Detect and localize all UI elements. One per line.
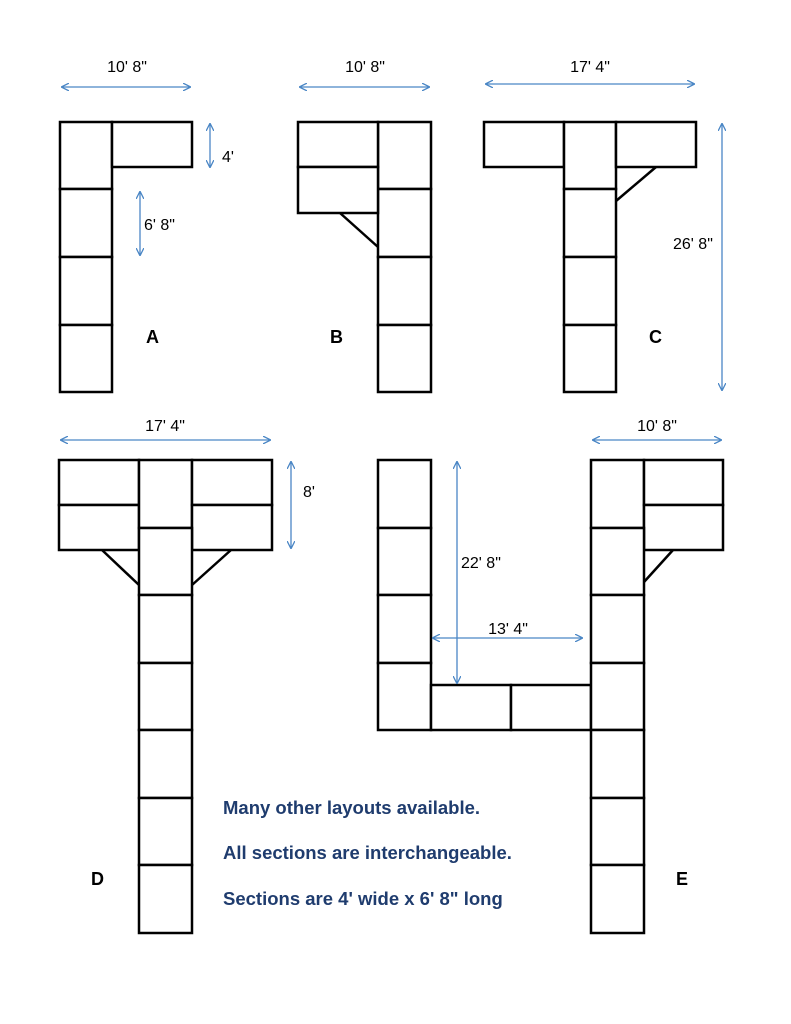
section [60, 122, 112, 189]
section [591, 865, 644, 933]
section [431, 685, 511, 730]
note-other-layouts: Many other layouts available. [223, 797, 481, 818]
layout-b [298, 59, 431, 392]
section [591, 798, 644, 865]
support-brace [644, 550, 673, 582]
section [564, 122, 616, 189]
section [139, 460, 192, 528]
section [591, 730, 644, 798]
section [139, 663, 192, 730]
layout-c [484, 59, 722, 392]
support-brace [616, 167, 656, 201]
section [644, 460, 723, 505]
dimension-label-width: 10' 8" [345, 59, 385, 76]
dimension-label-length: 26' 8" [673, 236, 713, 253]
section [192, 460, 272, 505]
section [564, 257, 616, 325]
section [616, 122, 696, 167]
dimension-label-section-length: 6' 8" [144, 217, 175, 234]
section [484, 122, 564, 167]
dimension-label-inner-width: 13' 4" [488, 621, 528, 638]
section [192, 505, 272, 550]
section [60, 189, 112, 257]
layout-label: B [330, 327, 343, 347]
section [60, 325, 112, 392]
section [591, 528, 644, 595]
layout-label: A [146, 327, 159, 347]
section [60, 257, 112, 325]
section [591, 460, 644, 528]
dimension-label-width: 17' 4" [145, 418, 185, 435]
dimension-label-inner-length: 22' 8" [461, 555, 501, 572]
note-section-size: Sections are 4' wide x 6' 8" long [223, 888, 503, 909]
section [378, 257, 431, 325]
section [378, 595, 431, 663]
support-brace [340, 213, 378, 247]
layout-a [60, 59, 234, 392]
section [59, 460, 139, 505]
support-brace [192, 550, 231, 585]
section [139, 595, 192, 663]
section [644, 505, 723, 550]
section [378, 460, 431, 528]
section [378, 663, 431, 730]
section [139, 730, 192, 798]
dimension-label-width: 17' 4" [570, 59, 610, 76]
section [591, 663, 644, 730]
section [378, 122, 431, 189]
section [511, 685, 591, 730]
section [564, 325, 616, 392]
section [591, 595, 644, 663]
section [112, 122, 192, 167]
section [59, 505, 139, 550]
layout-label: C [649, 327, 662, 347]
notes [223, 797, 512, 909]
section [378, 325, 431, 392]
section [378, 528, 431, 595]
dimension-label-end-depth: 8' [303, 484, 315, 501]
section [139, 528, 192, 595]
dimension-label-width: 10' 8" [637, 418, 677, 435]
layout-label: E [676, 869, 689, 889]
dimension-label-end-depth: 4' [222, 149, 234, 166]
layout-label: D [91, 869, 104, 889]
dimension-label-width: 10' 8" [107, 59, 147, 76]
section [298, 167, 378, 213]
section [378, 189, 431, 257]
section [564, 189, 616, 257]
note-interchangeable: All sections are interchangeable. [223, 842, 512, 863]
support-brace [102, 550, 139, 585]
section [298, 122, 378, 167]
section [139, 865, 192, 933]
section [139, 798, 192, 865]
